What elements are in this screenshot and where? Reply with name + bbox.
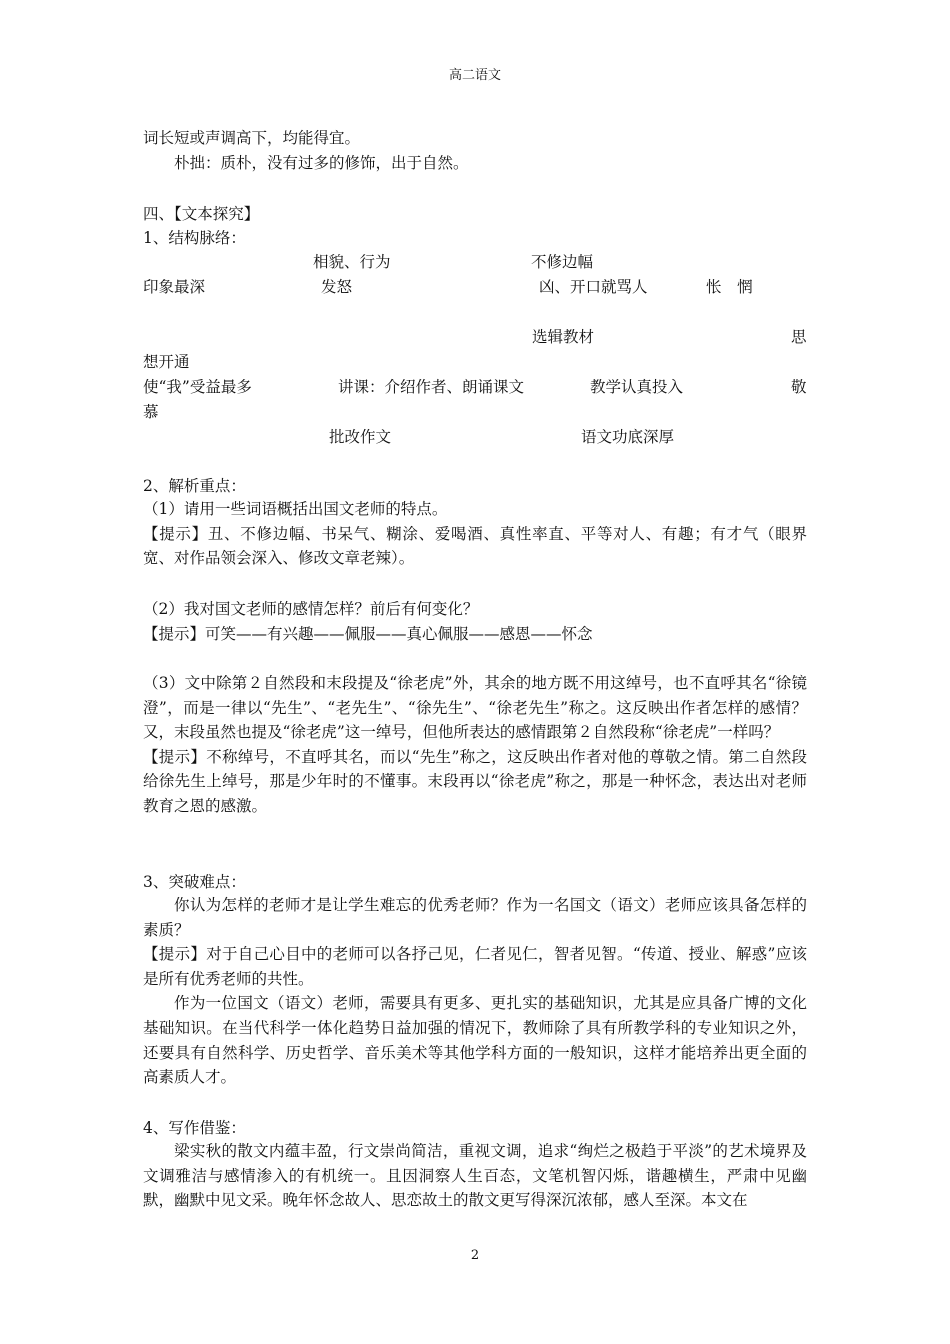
structure-deepest-impression: 印象最深 — [143, 278, 206, 296]
structure-appearance: 相貌、行为 — [313, 253, 391, 271]
structure-devoted-teaching: 教学认真投入 — [590, 378, 684, 396]
structure-thought-char-1: 思 — [791, 328, 807, 346]
answer-1: 【提示】丑、不修边幅、书呆气、糊涂、爱喝酒、真性率直、平等对人、有趣；有才气（眼界宽、对作品领会深入、修改文章老辣）。 — [143, 524, 807, 568]
structure-solid-skills: 语文功底深厚 — [581, 428, 675, 446]
question-2-block — [143, 597, 807, 646]
question-4-block — [143, 893, 807, 1090]
page-header: 高二语文 — [448, 68, 501, 83]
structure-lecture: 讲课：介绍作者、朗诵课文 — [338, 378, 525, 396]
answer-2: 【提示】可笑——有兴趣——佩服——真心佩服——感恩——怀念 — [143, 624, 593, 643]
question-1-block — [143, 497, 807, 571]
question-3: （3）文中除第２自然段和末段提及“徐老虎”外，其余的地方既不用这绰号，也不直呼其名“徐镜澄”，而是一律以“先生”、“老先生”、“徐先生”、“徐老先生”称之。这反映出作者怎样的感情？又，末段虽然也提及“徐老虎”这一绰号，但他所表达的感情跟第２自然段称“徐老虎”一样吗？ — [143, 674, 807, 742]
question-3-block — [143, 671, 807, 819]
answer-4-continued: 作为一位国文（语文）老师，需要具有更多、更扎实的基础知识，尤其是应具备广博的文化基础知识。在当代科学一体化趋势日益加强的情况下，教师除了具有所教学科的专业知识之外，还要具有自然科学、历史哲学、音乐美术等其他学科方面的一般知识，这样才能培养出更全面的高素质人才。 — [143, 994, 807, 1087]
structure-open-minded: 想开通 — [143, 353, 190, 371]
question-4: 你认为怎样的老师才是让学生难忘的优秀老师？作为一名国文（语文）老师应该具备怎样的素质？ — [143, 896, 807, 939]
intro-line-2: 朴拙：质朴，没有过多的修饰，出于自然。 — [174, 154, 469, 172]
writing-reference-block — [143, 1139, 807, 1213]
structure-admire-char-2: 慕 — [143, 403, 159, 421]
subsection-2-title: 2、解析重点： — [143, 477, 246, 495]
subsection-1-title: 1、结构脉络： — [143, 229, 246, 247]
structure-anger: 发怒 — [321, 278, 353, 296]
structure-select-materials: 选辑教材 — [532, 328, 595, 346]
section-4-title: 四、【文本探究】 — [143, 205, 260, 223]
intro-line-1: 词长短或声调高下，均能得宜。 — [143, 129, 361, 147]
page-number: 2 — [470, 1248, 480, 1263]
structure-admire-char-1: 敬 — [791, 378, 807, 396]
structure-wistful: 怅 惘 — [706, 278, 753, 296]
subsection-4-title: 4、写作借鉴： — [143, 1119, 246, 1137]
subsection-3-title: 3、突破难点： — [143, 873, 246, 891]
answer-3: 【提示】不称绰号，不直呼其名，而以“先生”称之，这反映出作者对他的尊敬之情。第二自然段给徐先生上绰号，那是少年时的不懂事。末段再以“徐老虎”称之，那是一种怀念，表达出对老师教育之恩的感激。 — [143, 747, 807, 815]
question-2: （2）我对国文老师的感情怎样？前后有何变化？ — [143, 600, 479, 618]
structure-correct-essays: 批改作文 — [329, 428, 392, 446]
structure-most-benefit: 使“我”受益最多 — [143, 378, 252, 396]
answer-4: 【提示】对于自己心目中的老师可以各抒己见，仁者见仁，智者见智。“传道、授业、解惑”应该是所有优秀老师的共性。 — [143, 945, 807, 988]
question-1: （1）请用一些词语概括出国文老师的特点。 — [143, 500, 448, 518]
writing-reference-paragraph: 梁实秋的散文内蕴丰盈，行文崇尚简洁，重视文调，追求“绚烂之极趋于平淡”的艺术境界及文调雅洁与感情渗入的有机统一。且因洞察人生百态，文笔机智闪烁，谐趣横生，严肃中见幽默，幽默中见文采。晚年怀念故人、思恋故土的散文更写得深沉浓郁，感人至深。本文在 — [143, 1142, 807, 1210]
structure-unkempt: 不修边幅 — [531, 253, 594, 271]
structure-scolding: 凶、开口就骂人 — [539, 278, 648, 296]
